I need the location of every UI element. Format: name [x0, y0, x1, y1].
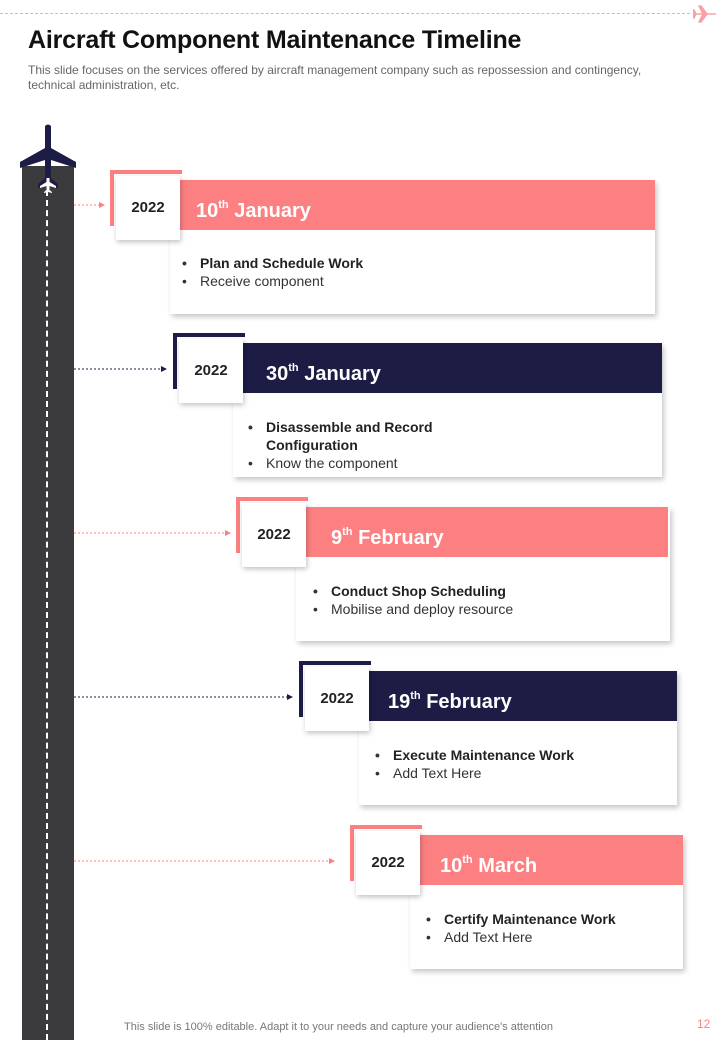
task-item: • Plan and Schedule Work	[180, 254, 400, 272]
entry-date-band	[243, 343, 662, 393]
task-item: • Receive component	[180, 272, 400, 290]
task-list	[180, 254, 400, 290]
entry-month: January	[234, 200, 311, 222]
year-box: 2022	[305, 667, 369, 731]
timeline-connector	[74, 528, 232, 538]
task-list	[246, 418, 476, 472]
entry-date-band	[420, 835, 683, 885]
entry-month: March	[478, 855, 538, 877]
entry-month: February	[426, 691, 512, 713]
entry-day: 9	[331, 527, 343, 549]
year-box: 2022	[356, 831, 420, 895]
airplane-icon	[18, 124, 78, 194]
runway	[22, 166, 74, 1040]
airplane-icon	[693, 4, 717, 24]
footer-note: This slide is 100% editable. Adapt it to your needs and capture your audience's attention	[124, 1021, 553, 1033]
task-list	[373, 746, 613, 782]
page-subtitle: This slide focuses on the services offered by aircraft management company such as repossession and contingency, technical administration, etc.	[28, 63, 642, 92]
task-item: • Add Text Here	[373, 764, 613, 782]
entry-day-suffix: th	[288, 362, 299, 374]
task-list	[424, 910, 644, 946]
page-number: 12	[697, 1017, 711, 1031]
task-item: • Execute Maintenance Work	[373, 746, 613, 764]
entry-day: 10	[196, 200, 219, 222]
runway-centerline	[46, 190, 48, 1040]
entry-date-band	[180, 180, 655, 230]
task-item: • Add Text Here	[424, 928, 644, 946]
timeline-connector	[74, 692, 294, 702]
task-item: • Certify Maintenance Work	[424, 910, 644, 928]
task-list	[311, 582, 561, 618]
timeline-connector	[74, 364, 168, 374]
task-item: • Know the component	[246, 454, 476, 472]
task-item: • Disassemble and Record Configuration	[246, 418, 476, 454]
timeline-connector	[74, 200, 106, 210]
entry-day: 30	[266, 363, 289, 385]
top-dashed-rule	[0, 13, 690, 14]
entry-month: February	[358, 527, 444, 549]
page-title: Aircraft Component Maintenance Timeline	[28, 26, 522, 54]
task-item: • Mobilise and deploy resource	[311, 600, 561, 618]
entry-day-suffix: th	[342, 526, 353, 538]
year-box: 2022	[242, 503, 306, 567]
entry-day: 19	[388, 691, 411, 713]
entry-day-suffix: th	[410, 690, 421, 702]
year-box: 2022	[179, 339, 243, 403]
timeline-connector	[74, 856, 336, 866]
entry-date-band	[306, 507, 668, 557]
year-box: 2022	[116, 176, 180, 240]
entry-date-band	[369, 671, 677, 721]
entry-month: January	[304, 363, 381, 385]
entry-day-suffix: th	[462, 854, 473, 866]
entry-day: 10	[440, 855, 463, 877]
task-item: • Conduct Shop Scheduling	[311, 582, 561, 600]
entry-day-suffix: th	[218, 199, 229, 211]
